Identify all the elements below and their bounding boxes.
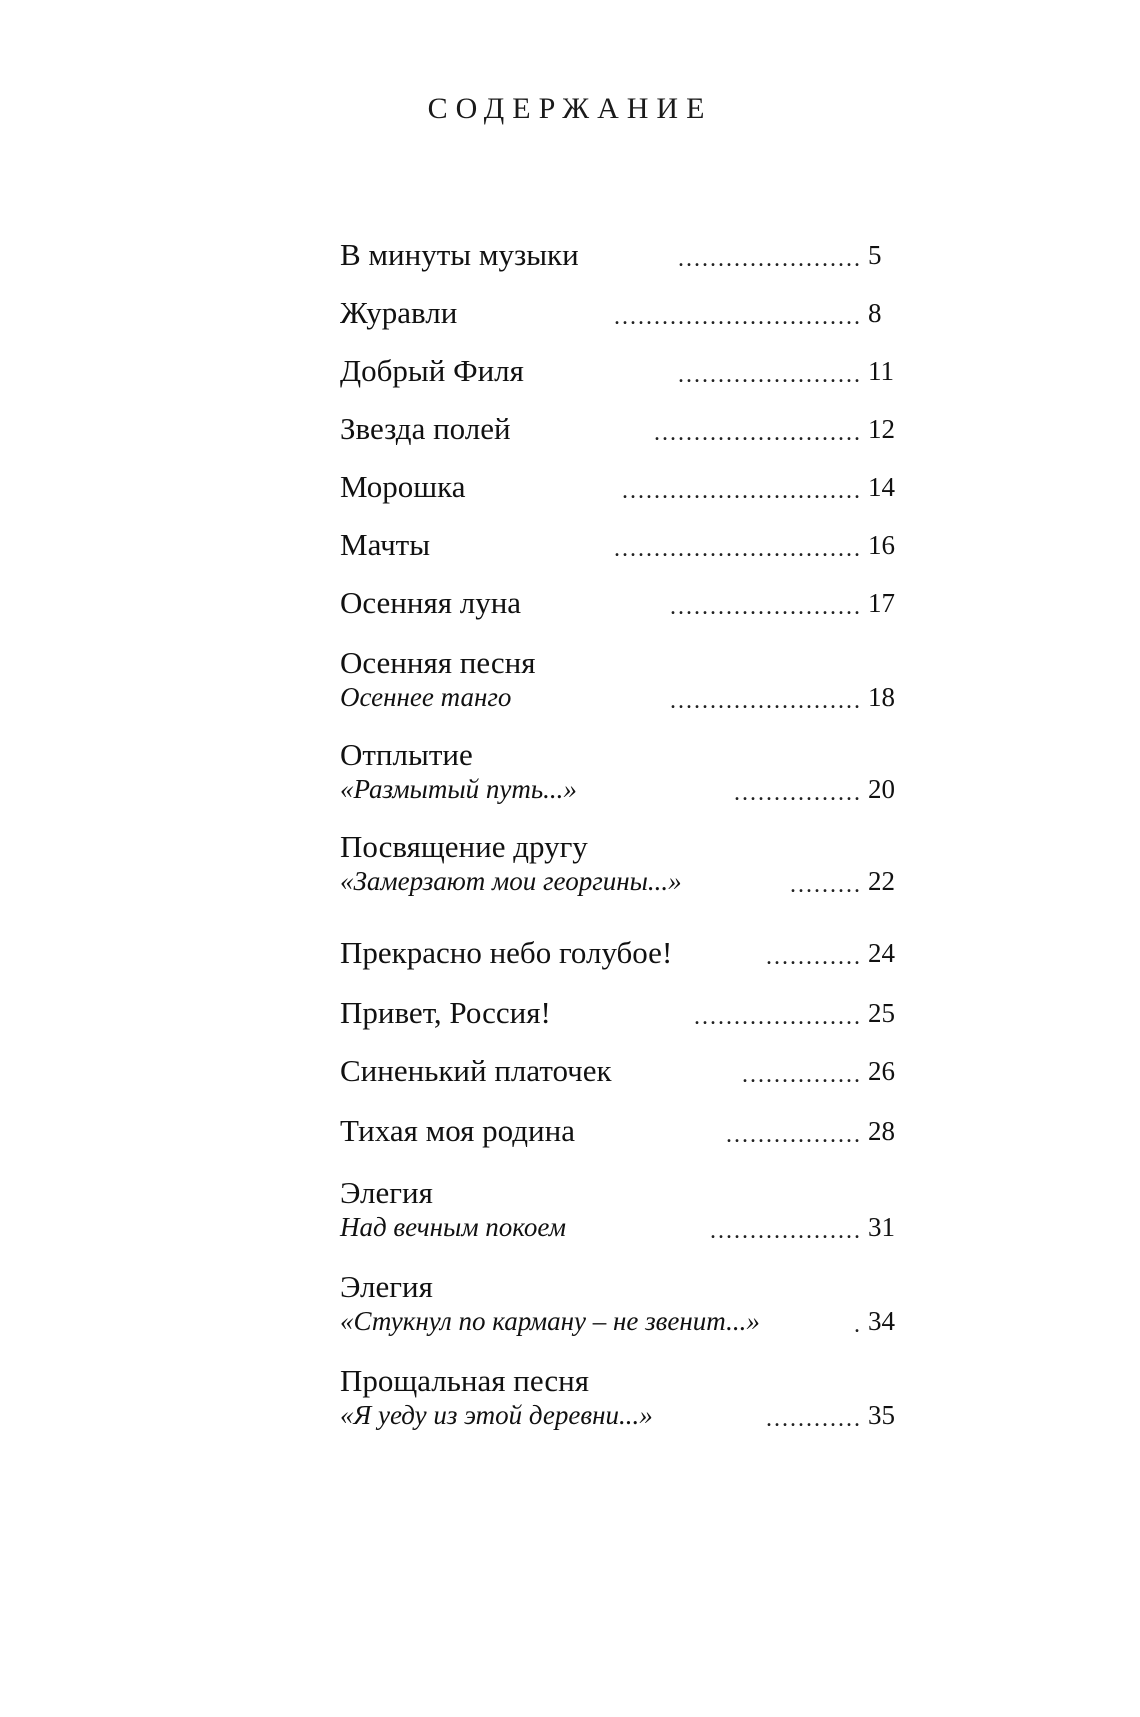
toc-entry[interactable]	[340, 238, 900, 272]
page-number: 17	[868, 588, 895, 618]
dot-leader: ...............................	[614, 536, 862, 562]
toc-entry[interactable]	[340, 470, 900, 504]
entry-subtitle: «Я уеду из этой деревни...»	[340, 1400, 653, 1430]
entry-title: Осенняя луна	[340, 585, 522, 620]
dot-leader: ............	[766, 1406, 862, 1432]
dot-leader: .................	[726, 1122, 862, 1148]
toc-entry[interactable]	[340, 1176, 900, 1244]
entry-subtitle: Осеннее танго	[340, 682, 512, 712]
toc-entry[interactable]	[340, 586, 900, 620]
page-number: 22	[868, 866, 895, 896]
toc-entry[interactable]	[340, 996, 900, 1030]
entry-title: Мачты	[340, 527, 431, 562]
dot-leader: .....................	[694, 1004, 862, 1030]
page-number: 16	[868, 530, 895, 560]
dot-leader: .	[854, 1312, 862, 1338]
page-number: 20	[868, 774, 895, 804]
page-number: 28	[868, 1116, 895, 1146]
entry-subtitle: «Замерзают мои георгины...»	[340, 866, 682, 896]
entry-title: Элегия	[340, 1269, 433, 1304]
page-number: 25	[868, 998, 895, 1028]
toc-entry[interactable]	[340, 354, 900, 388]
entry-subtitle: «Размытый путь...»	[340, 774, 577, 804]
dot-leader: ...............................	[614, 304, 862, 330]
dot-leader: ..........................	[654, 420, 862, 446]
entry-subtitle: Над вечным покоем	[340, 1212, 566, 1242]
toc-entry[interactable]	[340, 296, 900, 330]
entry-title: Посвящение другу	[340, 829, 588, 864]
dot-leader: .......................	[678, 362, 862, 388]
dot-leader: ................	[734, 780, 862, 806]
entry-title: Осенняя песня	[340, 645, 536, 680]
toc-entry[interactable]	[340, 738, 900, 806]
toc-entry[interactable]	[340, 412, 900, 446]
dot-leader: .......................	[678, 246, 862, 272]
toc-entry[interactable]	[340, 1270, 900, 1338]
entry-title: Морошка	[340, 469, 466, 504]
page-number: 24	[868, 938, 895, 968]
entry-title: Прекрасно небо голубое!	[340, 935, 673, 970]
page-number: 34	[868, 1306, 895, 1336]
entry-title: Элегия	[340, 1175, 433, 1210]
page-number: 11	[868, 356, 894, 386]
page-number: 12	[868, 414, 895, 444]
entry-title: Журавли	[340, 295, 458, 330]
toc-entry[interactable]	[340, 1054, 900, 1088]
page-title: СОДЕРЖАНИЕ	[427, 92, 713, 125]
page-number: 26	[868, 1056, 895, 1086]
page-number: 18	[868, 682, 895, 712]
page-number: 8	[868, 298, 882, 328]
dot-leader: .........	[790, 872, 862, 898]
dot-leader: ............	[766, 944, 862, 970]
page-number: 14	[868, 472, 895, 502]
entry-title: Тихая моя родина	[340, 1113, 575, 1148]
toc-entry[interactable]	[340, 1114, 900, 1148]
entry-title: Прощальная песня	[340, 1363, 589, 1398]
page-number: 31	[868, 1212, 895, 1242]
dot-leader: ........................	[670, 688, 862, 714]
toc-entry[interactable]	[340, 936, 900, 970]
toc-entry[interactable]	[340, 528, 900, 562]
entry-title: Синенький платочек	[340, 1053, 612, 1088]
toc-entry[interactable]	[340, 1364, 900, 1432]
entry-subtitle: «Стукнул по карману – не звенит...»	[340, 1306, 760, 1336]
dot-leader: ........................	[670, 594, 862, 620]
page-number: 35	[868, 1400, 895, 1430]
entry-title: Привет, Россия!	[340, 995, 551, 1030]
entry-title: В минуты музыки	[340, 237, 579, 272]
toc-entry[interactable]	[340, 830, 900, 898]
dot-leader: ..............................	[622, 478, 862, 504]
entry-title: Звезда полей	[340, 411, 511, 446]
toc-entry[interactable]	[340, 646, 900, 714]
dot-leader: ...................	[710, 1218, 862, 1244]
dot-leader: ...............	[742, 1062, 862, 1088]
entry-title: Отплытие	[340, 737, 473, 772]
entry-title: Добрый Филя	[340, 353, 524, 388]
page-number: 5	[868, 240, 882, 270]
